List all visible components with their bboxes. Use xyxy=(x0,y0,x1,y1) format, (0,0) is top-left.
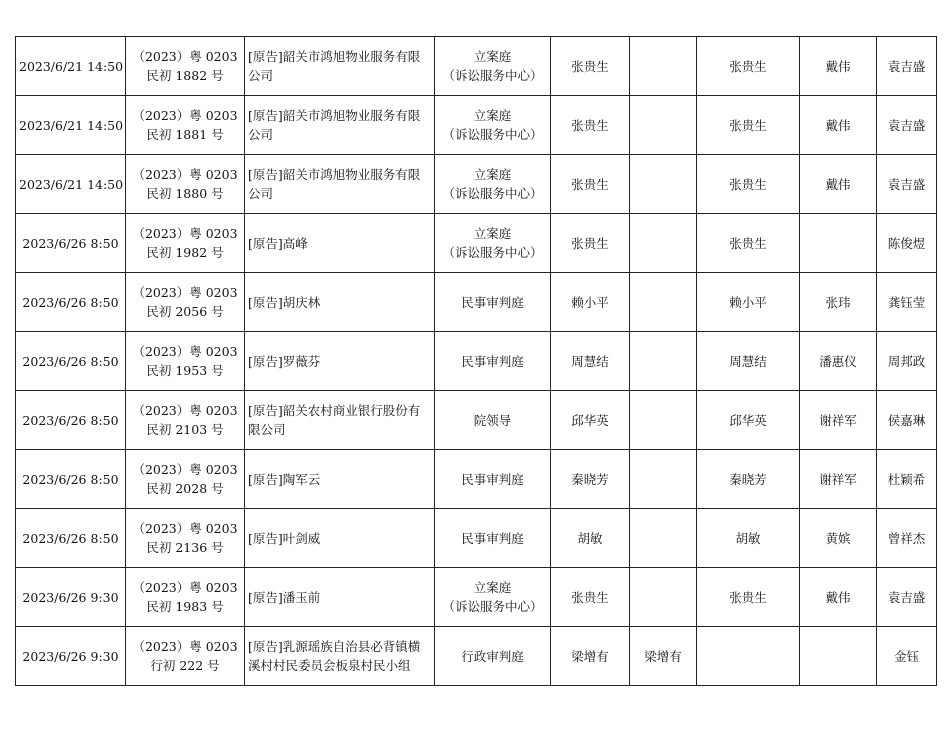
party-cell xyxy=(245,391,435,450)
assistant-cell xyxy=(630,332,697,391)
presiding-judge-text: 张贵生 xyxy=(729,235,767,251)
party-text: [原告]韶关市鸿旭物业服务有限公司 xyxy=(248,108,421,142)
case-number-text: （2023）粤 0203 xyxy=(132,639,238,654)
presiding-judge-text: 张贵生 xyxy=(729,58,767,74)
clerk-cell xyxy=(877,214,937,273)
judge-text: 张贵生 xyxy=(571,589,609,605)
table-row xyxy=(16,450,937,509)
court-division-text: （诉讼服务中心） xyxy=(442,186,543,201)
case-number-text: （2023）粤 0203 xyxy=(132,521,238,536)
hearing-time-cell xyxy=(16,450,126,509)
panel-member-text: 戴伟 xyxy=(825,58,851,74)
panel-member-text: 黄嫔 xyxy=(825,530,851,546)
presiding-judge-text: 秦晓芳 xyxy=(729,471,767,487)
party-text: [原告]乳源瑶族自治县必背镇横溪村村民委员会板泉村民小组 xyxy=(248,639,421,673)
assistant-cell xyxy=(630,273,697,332)
case-number-text: （2023）粤 0203 xyxy=(132,403,238,418)
judge-text: 张贵生 xyxy=(571,176,609,192)
clerk-text: 周邦政 xyxy=(887,353,926,369)
assistant-cell xyxy=(630,155,697,214)
judge-text: 张贵生 xyxy=(571,58,609,74)
hearing-time-cell xyxy=(16,332,126,391)
presiding-judge-cell xyxy=(697,509,800,568)
court-division-cell xyxy=(435,332,551,391)
party-text: [原告]潘玉前 xyxy=(248,589,321,605)
panel-member-text: 戴伟 xyxy=(825,589,851,605)
clerk-cell xyxy=(877,509,937,568)
presiding-judge-cell xyxy=(697,273,800,332)
case-number-text: （2023）粤 0203 xyxy=(132,462,238,477)
court-division-text: 行政审判庭 xyxy=(461,648,524,664)
table-row xyxy=(16,155,937,214)
assistant-cell xyxy=(630,37,697,96)
case-number-cell xyxy=(126,332,245,391)
case-number-text: （2023）粤 0203 xyxy=(132,285,238,300)
judge-text: 梁增有 xyxy=(571,648,609,664)
case-number-cell xyxy=(126,96,245,155)
presiding-judge-cell xyxy=(697,96,800,155)
panel-member-text: 潘惠仪 xyxy=(819,353,857,369)
presiding-judge-text: 周慧结 xyxy=(729,353,767,369)
judge-cell xyxy=(551,214,630,273)
assistant-cell xyxy=(630,450,697,509)
judge-cell xyxy=(551,450,630,509)
presiding-judge-cell xyxy=(697,627,800,686)
court-division-text: 立案庭 xyxy=(473,580,512,595)
party-cell xyxy=(245,214,435,273)
panel-member-cell xyxy=(800,155,877,214)
presiding-judge-cell xyxy=(697,391,800,450)
party-cell xyxy=(245,96,435,155)
panel-member-cell xyxy=(800,450,877,509)
party-cell xyxy=(245,509,435,568)
case-number-cell xyxy=(126,214,245,273)
court-division-text: 立案庭 xyxy=(473,108,512,123)
party-text: [原告]韶关农村商业银行股份有限公司 xyxy=(248,403,421,437)
panel-member-text: 戴伟 xyxy=(825,176,851,192)
clerk-cell xyxy=(877,450,937,509)
court-division-cell xyxy=(435,37,551,96)
clerk-cell xyxy=(877,37,937,96)
panel-member-cell xyxy=(800,96,877,155)
presiding-judge-text: 张贵生 xyxy=(729,589,767,605)
panel-member-cell xyxy=(800,509,877,568)
hearing-time-cell xyxy=(16,214,126,273)
table-row xyxy=(16,568,937,627)
party-text: [原告]韶关市鸿旭物业服务有限公司 xyxy=(248,49,421,83)
clerk-cell xyxy=(877,273,937,332)
table-row xyxy=(16,391,937,450)
presiding-judge-cell xyxy=(697,37,800,96)
clerk-cell xyxy=(877,155,937,214)
hearing-time-text: 2023/6/26 9:30 xyxy=(22,648,119,664)
assistant-cell xyxy=(630,214,697,273)
assistant-text: 梁增有 xyxy=(644,648,682,664)
case-number-cell xyxy=(126,450,245,509)
party-cell xyxy=(245,627,435,686)
judge-text: 秦晓芳 xyxy=(571,471,609,487)
panel-member-cell xyxy=(800,568,877,627)
clerk-cell xyxy=(877,391,937,450)
judge-text: 张贵生 xyxy=(571,235,609,251)
hearing-time-cell xyxy=(16,627,126,686)
presiding-judge-text: 张贵生 xyxy=(729,117,767,133)
case-number-cell xyxy=(126,568,245,627)
clerk-text: 金钰 xyxy=(893,648,919,664)
court-division-cell xyxy=(435,568,551,627)
case-number-text: （2023）粤 0203 xyxy=(132,167,238,182)
judge-cell xyxy=(551,391,630,450)
table-row xyxy=(16,96,937,155)
court-division-text: （诉讼服务中心） xyxy=(442,68,543,83)
panel-member-text: 戴伟 xyxy=(825,117,851,133)
party-cell xyxy=(245,155,435,214)
case-number-cell xyxy=(126,37,245,96)
hearing-time-text: 2023/6/26 8:50 xyxy=(22,530,119,546)
party-text: [原告]韶关市鸿旭物业服务有限公司 xyxy=(248,167,421,201)
party-cell xyxy=(245,332,435,391)
panel-member-cell xyxy=(800,214,877,273)
table-row xyxy=(16,627,937,686)
hearing-schedule-table xyxy=(15,36,937,686)
case-number-text: 民初 1983 号 xyxy=(146,599,224,614)
table-row xyxy=(16,214,937,273)
party-text: [原告]高峰 xyxy=(248,235,308,251)
hearing-time-cell xyxy=(16,155,126,214)
assistant-cell xyxy=(630,509,697,568)
case-number-text: （2023）粤 0203 xyxy=(132,226,238,241)
clerk-cell xyxy=(877,96,937,155)
court-division-cell xyxy=(435,214,551,273)
table-row xyxy=(16,37,937,96)
court-division-text: 民事审判庭 xyxy=(461,530,524,546)
judge-text: 张贵生 xyxy=(571,117,609,133)
presiding-judge-cell xyxy=(697,568,800,627)
panel-member-cell xyxy=(800,627,877,686)
court-division-text: 立案庭 xyxy=(473,49,512,64)
court-division-cell xyxy=(435,273,551,332)
party-cell xyxy=(245,568,435,627)
judge-cell xyxy=(551,155,630,214)
clerk-cell xyxy=(877,627,937,686)
judge-text: 周慧结 xyxy=(571,353,609,369)
assistant-cell xyxy=(630,568,697,627)
court-division-cell xyxy=(435,450,551,509)
case-number-text: 民初 1881 号 xyxy=(146,127,224,142)
case-number-cell xyxy=(126,627,245,686)
hearing-time-text: 2023/6/26 8:50 xyxy=(22,412,119,428)
panel-member-cell xyxy=(800,332,877,391)
court-division-text: 民事审判庭 xyxy=(461,353,524,369)
hearing-time-cell xyxy=(16,273,126,332)
presiding-judge-cell xyxy=(697,332,800,391)
panel-member-text: 谢祥军 xyxy=(819,412,857,428)
hearing-time-text: 2023/6/26 8:50 xyxy=(22,471,119,487)
party-cell xyxy=(245,37,435,96)
court-division-text: （诉讼服务中心） xyxy=(442,245,543,260)
presiding-judge-cell xyxy=(697,450,800,509)
case-number-text: 民初 1880 号 xyxy=(146,186,224,201)
hearing-time-text: 2023/6/26 8:50 xyxy=(22,235,119,251)
hearing-time-text: 2023/6/21 14:50 xyxy=(19,176,124,192)
clerk-text: 杜颖希 xyxy=(887,471,926,487)
clerk-cell xyxy=(877,332,937,391)
judge-cell xyxy=(551,96,630,155)
case-number-text: 民初 2028 号 xyxy=(146,481,224,496)
court-division-cell xyxy=(435,96,551,155)
party-cell xyxy=(245,450,435,509)
panel-member-text: 谢祥军 xyxy=(819,471,857,487)
hearing-time-text: 2023/6/26 8:50 xyxy=(22,353,119,369)
assistant-cell xyxy=(630,627,697,686)
hearing-time-cell xyxy=(16,96,126,155)
clerk-text: 袁吉盛 xyxy=(887,58,926,74)
case-number-text: （2023）粤 0203 xyxy=(132,108,238,123)
clerk-text: 袁吉盛 xyxy=(887,589,926,605)
court-division-text: 立案庭 xyxy=(473,167,512,182)
clerk-text: 侯嘉琳 xyxy=(887,412,926,428)
court-division-cell xyxy=(435,155,551,214)
hearing-time-text: 2023/6/21 14:50 xyxy=(19,58,124,74)
hearing-time-cell xyxy=(16,37,126,96)
case-number-text: 民初 1982 号 xyxy=(146,245,224,260)
court-division-text: 民事审判庭 xyxy=(461,294,524,310)
party-text: [原告]罗薇芬 xyxy=(248,353,321,369)
case-number-cell xyxy=(126,509,245,568)
table-row xyxy=(16,332,937,391)
court-division-text: 立案庭 xyxy=(473,226,512,241)
presiding-judge-text: 邱华英 xyxy=(729,412,767,428)
court-division-text: （诉讼服务中心） xyxy=(442,127,543,142)
assistant-cell xyxy=(630,96,697,155)
clerk-text: 袁吉盛 xyxy=(887,117,926,133)
judge-cell xyxy=(551,332,630,391)
hearing-time-text: 2023/6/26 8:50 xyxy=(22,294,119,310)
case-number-text: 行初 222 号 xyxy=(150,658,220,673)
presiding-judge-cell xyxy=(697,214,800,273)
hearing-time-text: 2023/6/26 9:30 xyxy=(22,589,119,605)
case-number-cell xyxy=(126,155,245,214)
judge-cell xyxy=(551,568,630,627)
panel-member-cell xyxy=(800,391,877,450)
table-row xyxy=(16,273,937,332)
case-number-text: 民初 2103 号 xyxy=(146,422,224,437)
party-cell xyxy=(245,273,435,332)
party-text: [原告]叶剑威 xyxy=(248,530,321,546)
presiding-judge-text: 张贵生 xyxy=(729,176,767,192)
court-division-cell xyxy=(435,627,551,686)
case-number-text: （2023）粤 0203 xyxy=(132,580,238,595)
court-division-text: 民事审判庭 xyxy=(461,471,524,487)
case-number-cell xyxy=(126,273,245,332)
case-number-text: 民初 2136 号 xyxy=(146,540,224,555)
presiding-judge-cell xyxy=(697,155,800,214)
court-division-cell xyxy=(435,391,551,450)
judge-text: 邱华英 xyxy=(571,412,609,428)
case-number-text: （2023）粤 0203 xyxy=(132,344,238,359)
assistant-cell xyxy=(630,391,697,450)
hearing-time-cell xyxy=(16,509,126,568)
hearing-time-cell xyxy=(16,568,126,627)
judge-text: 胡敏 xyxy=(577,530,603,546)
presiding-judge-text: 胡敏 xyxy=(735,530,761,546)
clerk-text: 龚钰莹 xyxy=(887,294,926,310)
court-division-text: （诉讼服务中心） xyxy=(442,599,543,614)
judge-cell xyxy=(551,273,630,332)
case-number-text: 民初 2056 号 xyxy=(146,304,224,319)
clerk-text: 袁吉盛 xyxy=(887,176,926,192)
party-text: [原告]陶军云 xyxy=(248,471,321,487)
court-division-text: 院领导 xyxy=(473,412,512,428)
case-number-cell xyxy=(126,391,245,450)
court-division-cell xyxy=(435,509,551,568)
judge-text: 赖小平 xyxy=(571,294,609,310)
judge-cell xyxy=(551,627,630,686)
clerk-cell xyxy=(877,568,937,627)
panel-member-text: 张玮 xyxy=(825,294,851,310)
case-number-text: （2023）粤 0203 xyxy=(132,49,238,64)
clerk-text: 陈俊煜 xyxy=(887,235,926,251)
hearing-time-text: 2023/6/21 14:50 xyxy=(19,117,124,133)
panel-member-cell xyxy=(800,273,877,332)
party-text: [原告]胡庆林 xyxy=(248,294,321,310)
panel-member-cell xyxy=(800,37,877,96)
judge-cell xyxy=(551,509,630,568)
schedule-rows xyxy=(16,37,937,686)
case-number-text: 民初 1882 号 xyxy=(146,68,224,83)
presiding-judge-text: 赖小平 xyxy=(729,294,767,310)
hearing-time-cell xyxy=(16,391,126,450)
judge-cell xyxy=(551,37,630,96)
case-number-text: 民初 1953 号 xyxy=(146,363,224,378)
clerk-text: 曾祥杰 xyxy=(887,530,926,546)
table-row xyxy=(16,509,937,568)
